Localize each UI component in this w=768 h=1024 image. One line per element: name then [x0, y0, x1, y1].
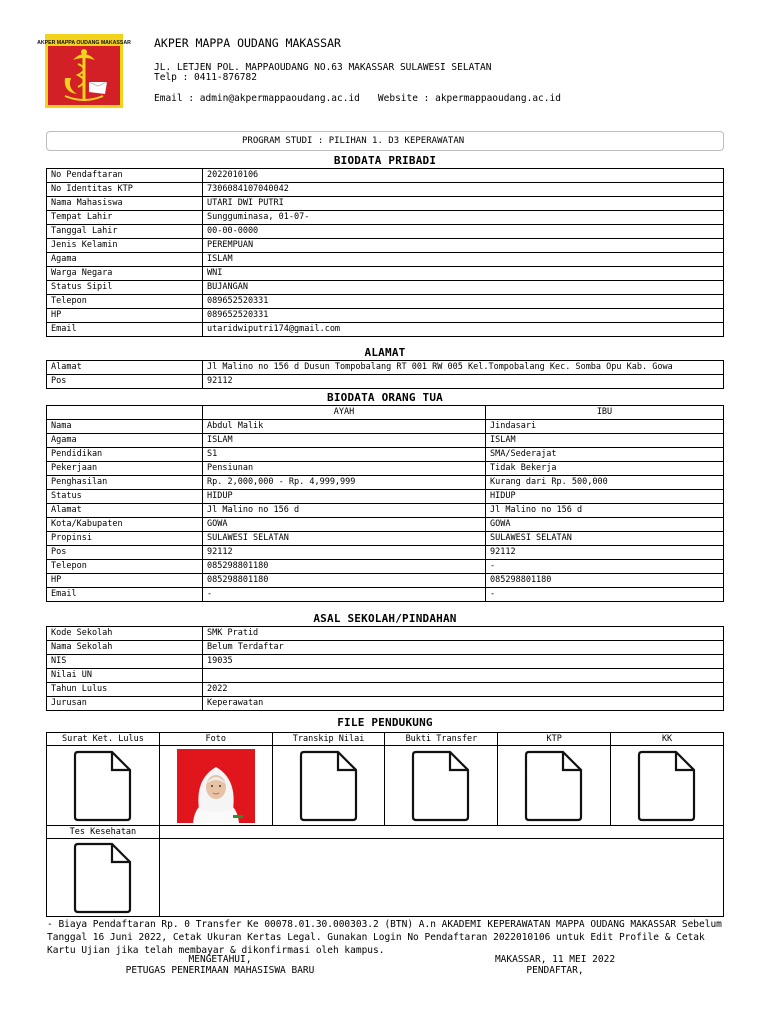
field-value: BUJANGAN	[203, 281, 724, 295]
field-value: WNI	[203, 267, 724, 281]
table-row	[47, 434, 724, 448]
file-cell-bukti-transfer[interactable]	[385, 746, 498, 826]
institution-website: Website : akpermappaoudang.ac.id	[377, 93, 561, 104]
file-cell-foto[interactable]	[159, 746, 272, 826]
field-label: Jenis Kelamin	[47, 239, 203, 253]
field-label: Tanggal Lahir	[47, 225, 203, 239]
table-row	[47, 462, 724, 476]
field-value: 2022010106	[203, 169, 724, 183]
field-value: ISLAM	[203, 434, 486, 448]
table-row	[47, 476, 724, 490]
field-value: 7306084107040042	[203, 183, 724, 197]
file-label: Tes Kesehatan	[47, 826, 160, 839]
biodata-table	[46, 168, 724, 337]
table-row	[47, 295, 724, 309]
table-row	[47, 323, 724, 337]
table-row	[47, 420, 724, 434]
sign-petugas: PETUGAS PENERIMAAN MAHASISWA BARU	[125, 965, 315, 976]
signature-right	[470, 954, 640, 976]
field-label: Propinsi	[47, 532, 203, 546]
table-row	[47, 546, 724, 560]
section-title-ortu: BIODATA ORANG TUA	[327, 391, 443, 404]
field-value: UTARI DWI PUTRI	[203, 197, 724, 211]
sign-pendaftar: PENDAFTAR,	[526, 965, 584, 976]
empty-cell	[159, 839, 723, 917]
field-value: Jl Malino no 156 d	[203, 504, 486, 518]
field-value: Jl Malino no 156 d	[486, 504, 724, 518]
field-value: S1	[203, 448, 486, 462]
table-row	[47, 309, 724, 323]
field-value: Kurang dari Rp. 500,000	[486, 476, 724, 490]
document-icon[interactable]	[636, 749, 698, 823]
field-value: GOWA	[486, 518, 724, 532]
school-table	[46, 626, 724, 711]
field-value: 92112	[486, 546, 724, 560]
document-icon[interactable]	[523, 749, 585, 823]
file-label: Foto	[159, 733, 272, 746]
field-value: 085298801180	[486, 574, 724, 588]
file-cell-surat-lulus[interactable]	[47, 746, 160, 826]
sign-mengetahui: MENGETAHUI,	[188, 954, 252, 965]
institution-address: JL. LETJEN POL. MAPPAOUDANG NO.63 MAKASSAR SULAWESI SELATAN	[154, 62, 492, 73]
section-title-alamat: ALAMAT	[364, 346, 406, 359]
field-label: Email	[47, 323, 203, 337]
field-label: Pos	[47, 375, 203, 389]
table-row	[47, 641, 724, 655]
field-value: ISLAM	[203, 253, 724, 267]
field-value: HIDUP	[203, 490, 486, 504]
file-cell-kk[interactable]	[611, 746, 724, 826]
field-value: 92112	[203, 546, 486, 560]
file-label: KK	[611, 733, 724, 746]
document-icon[interactable]	[298, 749, 360, 823]
table-row	[47, 532, 724, 546]
file-label: KTP	[498, 733, 611, 746]
field-label: Agama	[47, 434, 203, 448]
supporting-files-table	[46, 732, 724, 917]
institution-logo	[37, 34, 131, 108]
institution-contact	[154, 93, 561, 104]
field-value: -	[486, 560, 724, 574]
table-row	[47, 281, 724, 295]
file-cell-tes-kesehatan[interactable]	[47, 839, 160, 917]
student-photo[interactable]	[177, 749, 255, 823]
field-label: Nama Sekolah	[47, 641, 203, 655]
field-value	[203, 669, 724, 683]
field-label: Nama	[47, 420, 203, 434]
payment-note: - Biaya Pendaftaran Rp. 0 Transfer Ke 00078.01.30.000303.2 (BTN) A.n AKADEMI KEPERAWATAN MAPPA OUDANG MAKASSAR Sebelum Tanggal 16 Juni 2022, Cetak Ukuran Kertas Legal. Gunakan Login No Pendaftaran 2022010106 untuk Edit Profile & Cetak Kartu Ujian jika telah membayar & dikonfirmasi oleh kampus.	[47, 919, 722, 956]
table-row	[47, 518, 724, 532]
field-value: Jl Malino no 156 d Dusun Tompobalang RT 001 RW 005 Kel.Tompobalang Kec. Somba Opu Kab. Gowa	[203, 361, 724, 375]
table-row	[47, 169, 724, 183]
field-label: Kota/Kabupaten	[47, 518, 203, 532]
field-value: SMK Pratid	[203, 627, 724, 641]
field-value: 2022	[203, 683, 724, 697]
field-label: Status Sipil	[47, 281, 203, 295]
field-label: NIS	[47, 655, 203, 669]
table-row	[47, 253, 724, 267]
table-row	[47, 560, 724, 574]
table-row	[47, 574, 724, 588]
field-label: No Pendaftaran	[47, 169, 203, 183]
field-value: SULAWESI SELATAN	[203, 532, 486, 546]
field-label: No Identitas KTP	[47, 183, 203, 197]
table-row	[47, 669, 724, 683]
field-label: Pos	[47, 546, 203, 560]
field-value: 089652520331	[203, 295, 724, 309]
field-value: utaridwiputri174@gmail.com	[203, 323, 724, 337]
field-label: Telepon	[47, 560, 203, 574]
document-icon[interactable]	[72, 749, 134, 823]
field-value: Sungguminasa, 01-07-	[203, 211, 724, 225]
institution-email: Email : admin@akpermappaoudang.ac.id	[154, 93, 360, 104]
table-row	[47, 504, 724, 518]
field-value: Belum Terdaftar	[203, 641, 724, 655]
institution-name: AKPER MAPPA OUDANG MAKASSAR	[154, 36, 341, 50]
field-label: Alamat	[47, 361, 203, 375]
table-row	[47, 588, 724, 602]
field-label: Tempat Lahir	[47, 211, 203, 225]
section-title-file: FILE PENDUKUNG	[337, 716, 433, 729]
table-row	[47, 490, 724, 504]
section-title-sekolah: ASAL SEKOLAH/PINDAHAN	[313, 612, 457, 625]
field-label: Nama Mahasiswa	[47, 197, 203, 211]
signature-left	[120, 954, 320, 976]
empty-cell	[159, 826, 723, 839]
table-header-row	[47, 406, 724, 420]
field-value: 00-00-0000	[203, 225, 724, 239]
table-row	[47, 239, 724, 253]
table-row	[47, 267, 724, 281]
field-value: Jindasari	[486, 420, 724, 434]
table-row	[47, 183, 724, 197]
field-label: Agama	[47, 253, 203, 267]
field-value: -	[203, 588, 486, 602]
field-value: 92112	[203, 375, 724, 389]
alamat-table	[46, 360, 724, 389]
field-label: Penghasilan	[47, 476, 203, 490]
program-study-box: PROGRAM STUDI : PILIHAN 1. D3 KEPERAWATAN	[46, 131, 724, 151]
field-label: Kode Sekolah	[47, 627, 203, 641]
field-label: Jurusan	[47, 697, 203, 711]
field-value: -	[486, 588, 724, 602]
table-row	[47, 697, 724, 711]
field-label: Nilai UN	[47, 669, 203, 683]
table-row	[47, 683, 724, 697]
field-value: ISLAM	[486, 434, 724, 448]
document-icon[interactable]	[72, 841, 134, 915]
document-icon[interactable]	[410, 749, 472, 823]
field-label: HP	[47, 309, 203, 323]
institution-phone: Telp : 0411-876782	[154, 72, 257, 83]
field-value: GOWA	[203, 518, 486, 532]
table-row	[47, 375, 724, 389]
field-value: 19035	[203, 655, 724, 669]
file-label: Transkip Nilai	[272, 733, 385, 746]
field-label: Telepon	[47, 295, 203, 309]
file-label: Surat Ket. Lulus	[47, 733, 160, 746]
file-cell-transkip[interactable]	[272, 746, 385, 826]
field-label: Tahun Lulus	[47, 683, 203, 697]
table-row	[47, 448, 724, 462]
file-label: Bukti Transfer	[385, 733, 498, 746]
field-label: Alamat	[47, 504, 203, 518]
header-cell: IBU	[486, 406, 724, 420]
field-label: Warga Negara	[47, 267, 203, 281]
parents-table	[46, 405, 724, 602]
table-row	[47, 361, 724, 375]
field-label: Pekerjaan	[47, 462, 203, 476]
header-cell	[47, 406, 203, 420]
table-row	[47, 627, 724, 641]
field-label: HP	[47, 574, 203, 588]
field-label: Pendidikan	[47, 448, 203, 462]
field-value: 089652520331	[203, 309, 724, 323]
field-value: HIDUP	[486, 490, 724, 504]
field-value: Rp. 2,000,000 - Rp. 4,999,999	[203, 476, 486, 490]
field-value: SMA/Sederajat	[486, 448, 724, 462]
field-label: Status	[47, 490, 203, 504]
field-value: Tidak Bekerja	[486, 462, 724, 476]
table-row	[47, 197, 724, 211]
logo-text: AKPER MAPPA OUDANG MAKASSAR	[37, 40, 131, 46]
field-value: Pensiunan	[203, 462, 486, 476]
table-row	[47, 655, 724, 669]
file-cell-ktp[interactable]	[498, 746, 611, 826]
table-row	[47, 211, 724, 225]
table-row	[47, 225, 724, 239]
field-value: 085298801180	[203, 574, 486, 588]
field-value: SULAWESI SELATAN	[486, 532, 724, 546]
field-value: Abdul Malik	[203, 420, 486, 434]
field-label: Email	[47, 588, 203, 602]
sign-date: MAKASSAR, 11 MEI 2022	[494, 954, 616, 965]
field-value: Keperawatan	[203, 697, 724, 711]
field-value: 085298801180	[203, 560, 486, 574]
field-value: PEREMPUAN	[203, 239, 724, 253]
section-title-biodata: BIODATA PRIBADI	[333, 154, 437, 167]
header-cell: AYAH	[203, 406, 486, 420]
